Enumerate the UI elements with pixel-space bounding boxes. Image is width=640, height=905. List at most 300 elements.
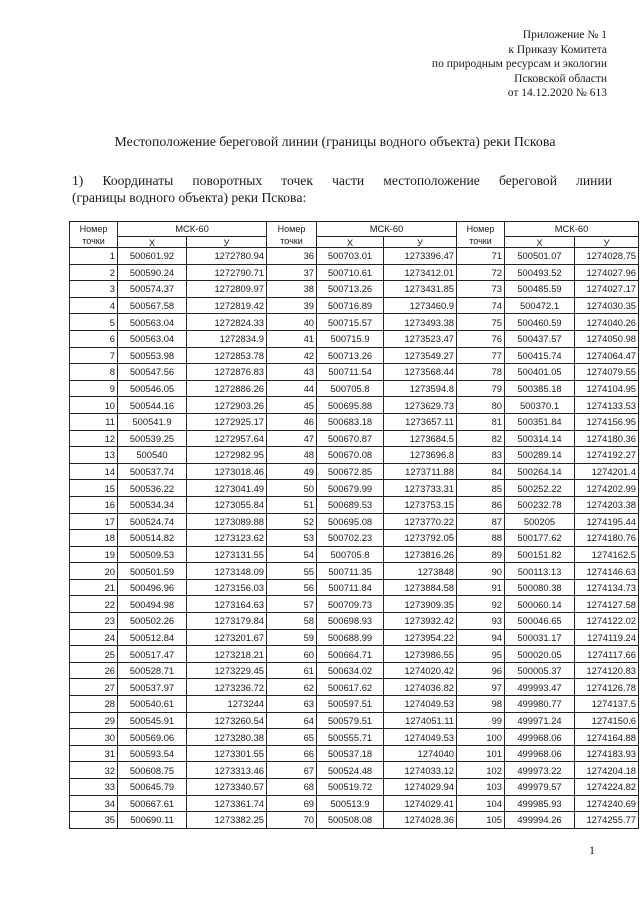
table-row [70,347,267,364]
point-number-cell: 1 [70,248,118,265]
point-number-cell: 39 [267,297,317,314]
table-row [70,264,267,281]
x-coordinate-cell: 500713.26 [317,347,384,364]
table-row [267,463,457,480]
point-number-cell: 14 [70,463,118,480]
point-number-cell: 90 [457,563,505,580]
y-coordinate-cell: 1273055.84 [187,496,267,513]
y-coordinate-cell: 1273123.62 [187,530,267,547]
x-coordinate-cell: 500670.08 [317,447,384,464]
point-number-cell: 12 [70,430,118,447]
point-number-cell: 35 [70,812,118,829]
y-coordinate-cell: 1274028.36 [384,812,457,829]
x-coordinate-cell: 500709.73 [317,596,384,613]
y-coordinate-cell: 1272809.97 [187,281,267,298]
x-coordinate-cell: 500667.61 [118,795,187,812]
y-coordinate-cell: 1274104.95 [575,380,639,397]
x-coordinate-cell: 500689.53 [317,496,384,513]
point-number-cell: 30 [70,729,118,746]
x-coordinate-cell: 500547.56 [118,364,187,381]
point-number-cell: 97 [457,679,505,696]
x-coordinate-cell: 500715.57 [317,314,384,331]
point-number-cell: 79 [457,380,505,397]
y-coordinate-cell: 1273313.46 [187,762,267,779]
x-coordinate-cell: 500703.01 [317,248,384,265]
x-coordinate-cell: 500513.9 [317,795,384,812]
x-coordinate-cell: 500716.89 [317,297,384,314]
y-coordinate-cell: 1274204.18 [575,762,639,779]
x-coordinate-cell: 500501.59 [118,563,187,580]
y-coordinate-cell: 1273280.38 [187,729,267,746]
point-number-cell: 94 [457,629,505,646]
x-coordinate-cell: 500060.14 [505,596,575,613]
y-coordinate-cell: 1273201.67 [187,629,267,646]
point-number-cell: 34 [70,795,118,812]
x-coordinate-cell: 500501.07 [505,248,575,265]
y-coordinate-cell: 1274079.55 [575,364,639,381]
x-coordinate-cell: 500415.74 [505,347,575,364]
x-coordinate-cell: 500617.62 [317,679,384,696]
x-coordinate-cell: 500508.08 [317,812,384,829]
y-coordinate-cell: 1272790.71 [187,264,267,281]
approval-header [347,28,607,101]
y-coordinate-cell: 1273382.25 [187,812,267,829]
point-number-cell: 82 [457,430,505,447]
point-number-cell: 23 [70,613,118,630]
point-number-cell: 38 [267,281,317,298]
y-coordinate-cell: 1272982.95 [187,447,267,464]
y-coordinate-cell: 1273954.22 [384,629,457,646]
table-row [267,629,457,646]
x-coordinate-cell: 500401.05 [505,364,575,381]
y-coordinate-cell: 1274028.75 [575,248,639,265]
x-coordinate-cell: 500711.84 [317,579,384,596]
table-row [457,496,639,513]
coordinates-table-2 [266,221,457,829]
point-number-cell: 53 [267,530,317,547]
x-coordinate-cell: 500496.96 [118,579,187,596]
x-coordinate-cell: 500524.74 [118,513,187,530]
y-coordinate-cell: 1273629.73 [384,397,457,414]
x-coordinate-cell: 500546.05 [118,380,187,397]
x-coordinate-cell: 500601.92 [118,248,187,265]
point-number-cell: 45 [267,397,317,414]
x-coordinate-cell: 500545.91 [118,712,187,729]
table-row [267,662,457,679]
y-coordinate-cell: 1273218.21 [187,646,267,663]
point-number-cell: 59 [267,629,317,646]
table-row [267,413,457,430]
header-line: от 14.12.2020 № 613 [507,87,607,99]
point-number-cell: 68 [267,779,317,796]
x-coordinate-cell: 500608.75 [118,762,187,779]
x-coordinate-cell: 500031.17 [505,629,575,646]
point-number-cell: 104 [457,795,505,812]
y-coordinate-cell: 1274255.77 [575,812,639,829]
point-number-cell: 74 [457,297,505,314]
y-coordinate-cell: 1272957.64 [187,430,267,447]
y-coordinate-cell: 1274201.4 [575,463,639,480]
point-number-cell: 41 [267,330,317,347]
point-number-cell: 50 [267,480,317,497]
x-coordinate-cell: 500289.14 [505,447,575,464]
y-coordinate-cell: 1273396.47 [384,248,457,265]
table-row [267,397,457,414]
y-coordinate-cell: 1272834.9 [187,330,267,347]
table-row [70,563,267,580]
x-coordinate-cell: 499980.77 [505,696,575,713]
x-coordinate-cell: 499979.57 [505,779,575,796]
x-coordinate-cell: 500485.59 [505,281,575,298]
x-coordinate-cell: 500705.8 [317,546,384,563]
y-coordinate-cell: 1273179.84 [187,613,267,630]
y-coordinate-cell: 1273594.8 [384,380,457,397]
point-number-cell: 83 [457,447,505,464]
x-column-header: Х [505,237,575,248]
point-number-cell: 10 [70,397,118,414]
table-row [70,397,267,414]
x-coordinate-cell: 499993.47 [505,679,575,696]
point-number-cell: 9 [70,380,118,397]
point-number-cell: 6 [70,330,118,347]
x-coordinate-cell: 500264.14 [505,463,575,480]
y-coordinate-cell: 1274195.44 [575,513,639,530]
y-coordinate-cell: 1273986.55 [384,646,457,663]
point-number-cell: 105 [457,812,505,829]
x-coordinate-cell: 500080.38 [505,579,575,596]
table-row [70,496,267,513]
y-coordinate-cell: 1274117.66 [575,646,639,663]
x-coordinate-cell: 500567.58 [118,297,187,314]
point-number-cell: 2 [70,264,118,281]
y-coordinate-cell: 1274049.53 [384,729,457,746]
y-coordinate-cell: 1273711.88 [384,463,457,480]
y-coordinate-cell: 1273696.8 [384,447,457,464]
table-row [267,380,457,397]
x-coordinate-cell: 499968.06 [505,729,575,746]
point-number-cell: 13 [70,447,118,464]
table-row [267,364,457,381]
y-column-header: У [575,237,639,248]
y-coordinate-cell: 1273340.57 [187,779,267,796]
header-line: к Приказу Комитета [508,43,607,56]
table-row [457,248,639,265]
coordinates-table-1 [69,221,267,829]
x-coordinate-cell: 500579.51 [317,712,384,729]
coordinates-table-3 [456,221,639,829]
y-coordinate-cell: 1274050.98 [575,330,639,347]
x-coordinate-cell: 500563.04 [118,330,187,347]
point-number-cell: 69 [267,795,317,812]
point-number-cell: 61 [267,662,317,679]
y-coordinate-cell: 1274040 [384,745,457,762]
table-row [70,380,267,397]
table-row [70,413,267,430]
point-number-cell: 51 [267,496,317,513]
table-row [457,696,639,713]
table-row [70,596,267,613]
table-row [267,729,457,746]
x-coordinate-cell: 500670.87 [317,430,384,447]
y-coordinate-cell: 1272824.33 [187,314,267,331]
y-coordinate-cell: 1272903.26 [187,397,267,414]
table-row [267,779,457,796]
table-row [267,679,457,696]
y-coordinate-cell: 1273089.88 [187,513,267,530]
point-number-cell: 95 [457,646,505,663]
table-row [457,314,639,331]
y-coordinate-cell: 1273244 [187,696,267,713]
point-number-cell: 5 [70,314,118,331]
table-row [457,745,639,762]
table-row [70,364,267,381]
y-coordinate-cell: 1273041.49 [187,480,267,497]
x-coordinate-cell: 500494.98 [118,596,187,613]
point-number-cell: 84 [457,463,505,480]
x-coordinate-cell: 500715.9 [317,330,384,347]
point-number-cell: 60 [267,646,317,663]
point-number-cell: 76 [457,330,505,347]
y-coordinate-cell: 1274027.96 [575,264,639,281]
y-coordinate-cell: 1273932.42 [384,613,457,630]
point-number-cell: 57 [267,596,317,613]
y-coordinate-cell: 1274134.73 [575,579,639,596]
x-coordinate-cell: 500177.62 [505,530,575,547]
point-number-cell: 25 [70,646,118,663]
table-row [457,297,639,314]
x-coordinate-cell: 500113.13 [505,563,575,580]
table-row [457,596,639,613]
point-number-cell: 15 [70,480,118,497]
x-coordinate-cell: 500695.08 [317,513,384,530]
table-row [457,281,639,298]
y-coordinate-cell: 1274029.41 [384,795,457,812]
x-coordinate-cell: 500541.9 [118,413,187,430]
table-row [457,729,639,746]
table-row [457,812,639,829]
x-coordinate-cell: 500005.37 [505,662,575,679]
point-number-cell: 47 [267,430,317,447]
x-coordinate-cell: 500710.61 [317,264,384,281]
point-number-cell: 86 [457,496,505,513]
x-coordinate-cell: 500528.71 [118,662,187,679]
table-row [267,795,457,812]
table-row [457,795,639,812]
point-number-cell: 11 [70,413,118,430]
table-row [267,480,457,497]
point-number-cell: 81 [457,413,505,430]
point-number-cell: 37 [267,264,317,281]
table-row [70,513,267,530]
y-coordinate-cell: 1273361.74 [187,795,267,812]
table-row [267,596,457,613]
table-row [267,281,457,298]
x-coordinate-cell: 500536.22 [118,480,187,497]
point-number-cell: 7 [70,347,118,364]
table-row [70,696,267,713]
y-coordinate-cell: 1273657.11 [384,413,457,430]
table-row [70,297,267,314]
y-coordinate-cell: 1272886.26 [187,380,267,397]
point-number-cell: 40 [267,314,317,331]
table-row [70,248,267,265]
table-row [267,513,457,530]
y-coordinate-cell: 1274036.82 [384,679,457,696]
table-row [457,264,639,281]
table-row [70,579,267,596]
table-row [457,413,639,430]
table-row [457,613,639,630]
x-coordinate-cell: 500020.05 [505,646,575,663]
table-row [267,496,457,513]
y-coordinate-cell: 1274224.82 [575,779,639,796]
point-number-cell: 101 [457,745,505,762]
header-line: Приложение № 1 [522,29,607,41]
x-coordinate-cell: 500593.54 [118,745,187,762]
point-number-cell: 67 [267,762,317,779]
x-coordinate-cell: 500537.18 [317,745,384,762]
intro-line: 1) Координаты поворотных точек части местоположение береговой линии [72,173,612,188]
x-coordinate-cell: 500539.25 [118,430,187,447]
x-coordinate-cell: 500519.72 [317,779,384,796]
point-number-cell: 78 [457,364,505,381]
point-number-cell: 52 [267,513,317,530]
point-number-cell: 98 [457,696,505,713]
point-number-cell: 102 [457,762,505,779]
y-coordinate-cell: 1274137.5 [575,696,639,713]
y-coordinate-cell: 1273156.03 [187,579,267,596]
y-coordinate-cell: 1273260.54 [187,712,267,729]
x-coordinate-cell: 499968.06 [505,745,575,762]
table-row [267,530,457,547]
point-number-cell: 24 [70,629,118,646]
x-coordinate-cell: 500524.48 [317,762,384,779]
table-row [267,646,457,663]
x-coordinate-cell: 500702.23 [317,530,384,547]
y-coordinate-cell: 1274064.47 [575,347,639,364]
table-row [70,530,267,547]
x-coordinate-cell: 500472.1 [505,297,575,314]
point-number-cell: 75 [457,314,505,331]
table-row [70,613,267,630]
y-coordinate-cell: 1274183.93 [575,745,639,762]
point-number-cell: 58 [267,613,317,630]
x-coordinate-cell: 499971.24 [505,712,575,729]
table-row [267,248,457,265]
y-coordinate-cell: 1274146.63 [575,563,639,580]
table-row [70,679,267,696]
point-number-cell: 63 [267,696,317,713]
x-coordinate-cell: 500690.11 [118,812,187,829]
y-coordinate-cell: 1273148.09 [187,563,267,580]
y-coordinate-cell: 1273549.27 [384,347,457,364]
x-coordinate-cell: 500540 [118,447,187,464]
coordinate-system-header: МСК-60 [118,222,267,237]
y-coordinate-cell: 1273909.35 [384,596,457,613]
point-number-cell: 46 [267,413,317,430]
x-coordinate-cell: 500544.16 [118,397,187,414]
x-coordinate-cell: 500695.88 [317,397,384,414]
x-coordinate-cell: 500512.84 [118,629,187,646]
y-coordinate-cell: 1273733.31 [384,480,457,497]
point-number-cell: 55 [267,563,317,580]
table-row [70,629,267,646]
y-coordinate-cell: 1274162.5 [575,546,639,563]
x-coordinate-cell: 500563.04 [118,314,187,331]
x-coordinate-cell: 500351.84 [505,413,575,430]
point-number-header: Номер точки [457,222,505,248]
point-number-header: Номер точки [267,222,317,248]
x-coordinate-cell: 500232.78 [505,496,575,513]
point-number-cell: 28 [70,696,118,713]
y-coordinate-cell: 1273229.45 [187,662,267,679]
point-number-cell: 92 [457,596,505,613]
point-number-header: Номер точки [70,222,118,248]
table-row [70,712,267,729]
y-coordinate-cell: 1273753.15 [384,496,457,513]
table-row [267,447,457,464]
y-coordinate-cell: 1274040.26 [575,314,639,331]
y-coordinate-cell: 1273848 [384,563,457,580]
y-coordinate-cell: 1274029.94 [384,779,457,796]
table-row [70,779,267,796]
x-coordinate-cell: 500205 [505,513,575,530]
table-row [70,447,267,464]
table-row [267,745,457,762]
point-number-cell: 20 [70,563,118,580]
y-coordinate-cell: 1273770.22 [384,513,457,530]
table-row [457,364,639,381]
y-coordinate-cell: 1273431.85 [384,281,457,298]
table-row [457,330,639,347]
y-coordinate-cell: 1274030.35 [575,297,639,314]
table-row [267,613,457,630]
x-coordinate-cell: 500437.57 [505,330,575,347]
point-number-cell: 48 [267,447,317,464]
point-number-cell: 70 [267,812,317,829]
y-coordinate-cell: 1273164.63 [187,596,267,613]
table-row [457,546,639,563]
y-coordinate-cell: 1274192.27 [575,447,639,464]
point-number-cell: 29 [70,712,118,729]
x-coordinate-cell: 500672.85 [317,463,384,480]
y-coordinate-cell: 1272876.83 [187,364,267,381]
table-row [457,646,639,663]
x-coordinate-cell: 500713.26 [317,281,384,298]
coordinate-system-header: МСК-60 [505,222,639,237]
table-row [267,430,457,447]
x-coordinate-cell: 500370.1 [505,397,575,414]
point-number-cell: 18 [70,530,118,547]
table-row [70,762,267,779]
point-number-cell: 33 [70,779,118,796]
table-row [457,579,639,596]
y-coordinate-cell: 1273792.05 [384,530,457,547]
y-coordinate-cell: 1274202.99 [575,480,639,497]
point-number-cell: 49 [267,463,317,480]
y-coordinate-cell: 1273684.5 [384,430,457,447]
point-number-cell: 73 [457,281,505,298]
point-number-cell: 77 [457,347,505,364]
table-row [70,463,267,480]
point-number-cell: 91 [457,579,505,596]
point-number-cell: 62 [267,679,317,696]
y-coordinate-cell: 1272853.78 [187,347,267,364]
table-row [267,297,457,314]
y-coordinate-cell: 1274164.88 [575,729,639,746]
y-coordinate-cell: 1272780.94 [187,248,267,265]
table-row [267,347,457,364]
